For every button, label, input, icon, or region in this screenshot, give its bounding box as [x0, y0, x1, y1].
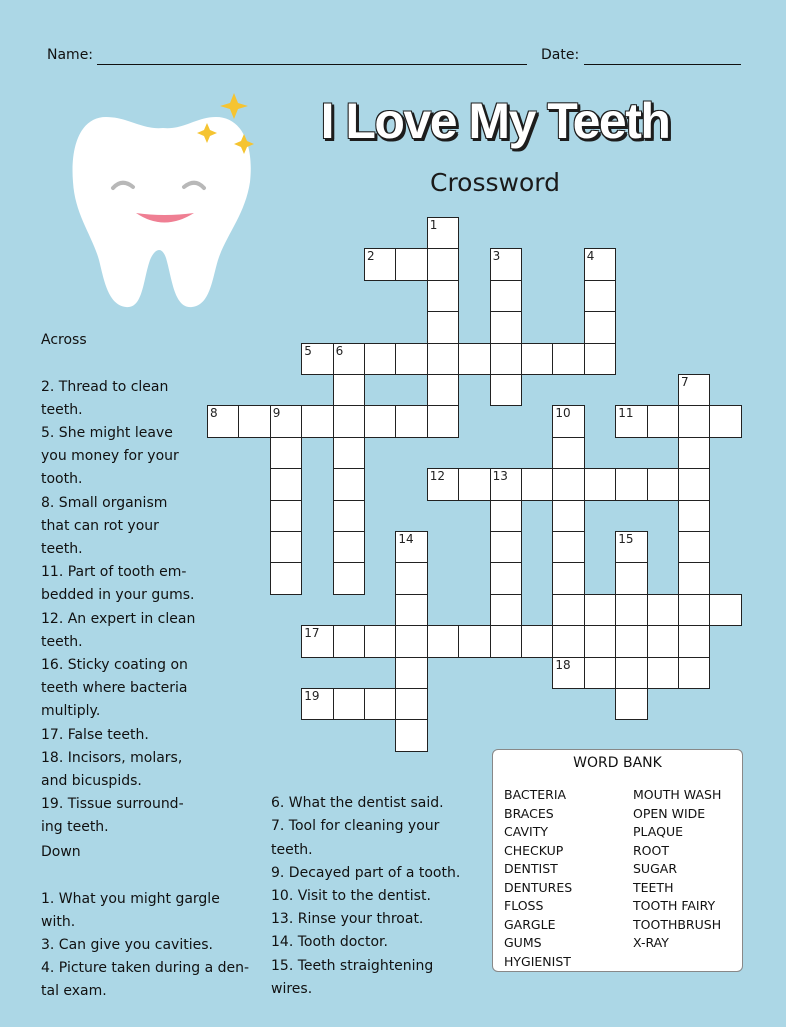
crossword-cell[interactable] [521, 343, 553, 375]
crossword-cell[interactable] [678, 468, 710, 500]
crossword-cell[interactable] [490, 280, 522, 312]
clue-number: 12 [429, 469, 446, 484]
crossword-cell[interactable] [395, 719, 427, 751]
crossword-cell[interactable] [333, 437, 365, 469]
word-bank-word: CHECKUP [504, 842, 564, 858]
word-bank-word: FLOSS [504, 898, 544, 913]
crossword-cell[interactable] [395, 594, 427, 626]
crossword-cell[interactable] [238, 405, 270, 437]
crossword-cell[interactable] [458, 625, 490, 657]
crossword-cell[interactable] [427, 248, 459, 280]
word-bank-title: WORD BANK [573, 755, 662, 771]
crossword-cell[interactable] [207, 405, 239, 437]
crossword-cell[interactable] [552, 405, 584, 437]
crossword-cell[interactable] [709, 594, 741, 626]
crossword-cell[interactable] [552, 562, 584, 594]
crossword-cell[interactable] [427, 468, 459, 500]
crossword-cell[interactable] [490, 311, 522, 343]
crossword-cell[interactable] [364, 248, 396, 280]
crossword-cell[interactable] [584, 594, 616, 626]
date-label: Date: [541, 47, 580, 63]
word-bank-word: MOUTH WASH [633, 787, 722, 802]
crossword-cell[interactable] [333, 468, 365, 500]
crossword-cell[interactable] [270, 437, 302, 469]
crossword-cell[interactable] [490, 625, 522, 657]
crossword-cell[interactable] [395, 248, 427, 280]
crossword-cell[interactable] [584, 625, 616, 657]
crossword-cell[interactable] [427, 280, 459, 312]
crossword-cell[interactable] [615, 657, 647, 689]
crossword-cell[interactable] [615, 688, 647, 720]
crossword-cell[interactable] [552, 657, 584, 689]
word-bank-word: TEETH [633, 879, 674, 895]
crossword-cell[interactable] [552, 625, 584, 657]
crossword-cell[interactable] [395, 405, 427, 437]
crossword-cell[interactable] [458, 468, 490, 500]
crossword-cell[interactable] [490, 343, 522, 375]
crossword-cell[interactable] [615, 531, 647, 563]
clue-number: 11 [618, 406, 634, 421]
crossword-cell[interactable] [270, 405, 302, 437]
crossword-cell[interactable] [333, 500, 365, 532]
clue-number: 18 [555, 657, 571, 672]
word-bank-word: BRACES [504, 805, 554, 821]
page-subtitle: Crossword [430, 168, 560, 197]
crossword-cell[interactable] [647, 405, 679, 437]
crossword-cell[interactable] [333, 374, 365, 406]
crossword-cell[interactable] [490, 374, 522, 406]
crossword-cell[interactable] [584, 311, 616, 343]
clue-number: 19 [304, 689, 320, 703]
crossword-cell[interactable] [615, 625, 647, 657]
crossword-cell[interactable] [458, 343, 490, 375]
crossword-cell[interactable] [395, 625, 427, 657]
word-bank-word: DENTIST [504, 861, 558, 876]
crossword-cell[interactable] [427, 374, 459, 406]
clue-number: 3 [492, 249, 501, 264]
crossword-cell[interactable] [615, 405, 647, 437]
crossword-cell[interactable] [615, 562, 647, 594]
clue-number: 15 [618, 532, 634, 546]
crossword-cell[interactable] [301, 688, 333, 720]
across-list: 2. Thread to clean teeth. 5. She might leave you money for your tooth. 8. Small organism that can rot your teeth. 11. Part of tooth em- bedded in your gums. 12. An expert in clean teeth. 16. Sticky coating on teeth where bacteria multiply. 17. False teeth. 18. Incisors, molars, and bicuspids. 19. Tissue surround- ing teeth. [41, 378, 196, 836]
crossword-cell[interactable] [678, 625, 710, 657]
crossword-cell[interactable] [552, 343, 584, 375]
crossword-cell[interactable] [395, 531, 427, 563]
word-bank-word: TOOTH FAIRY [633, 898, 716, 913]
crossword-cell[interactable] [490, 248, 522, 280]
crossword-cell[interactable] [521, 625, 553, 657]
crossword-cell[interactable] [678, 562, 710, 594]
down-heading: Down [41, 844, 81, 861]
crossword-cell[interactable] [270, 562, 302, 594]
crossword-cell[interactable] [395, 657, 427, 689]
date-line[interactable] [584, 64, 741, 65]
crossword-cell[interactable] [521, 468, 553, 500]
crossword-cell[interactable] [552, 531, 584, 563]
name-label: Name: [47, 47, 94, 63]
crossword-cell[interactable] [584, 248, 616, 280]
crossword-cell[interactable] [427, 405, 459, 437]
clue-number: 1 [429, 218, 438, 232]
word-bank-left-column [504, 786, 572, 971]
down-clues-left [41, 818, 249, 1027]
crossword-cell[interactable] [584, 343, 616, 375]
word-bank-word: HYGIENIST [504, 953, 571, 969]
crossword-cell[interactable] [490, 500, 522, 532]
word-bank-word: BACTERIA [504, 787, 567, 802]
crossword-cell[interactable] [301, 405, 333, 437]
across-clues [41, 306, 195, 863]
clue-number: 13 [492, 469, 508, 484]
tooth-icon [73, 117, 251, 307]
crossword-cell[interactable] [552, 500, 584, 532]
crossword-cell[interactable] [301, 343, 333, 375]
page-title: I Love My Teeth [320, 93, 670, 149]
crossword-cell[interactable] [584, 468, 616, 500]
crossword-cell[interactable] [678, 657, 710, 689]
crossword-cell[interactable] [395, 688, 427, 720]
crossword-cell[interactable] [490, 594, 522, 626]
word-bank [492, 749, 743, 972]
name-line[interactable] [97, 64, 527, 65]
crossword-cell[interactable] [301, 625, 333, 657]
crossword-cell[interactable] [490, 562, 522, 594]
crossword-cell[interactable] [584, 280, 616, 312]
crossword-cell[interactable] [678, 594, 710, 626]
clue-number: 9 [272, 406, 281, 421]
crossword-cell[interactable] [333, 405, 365, 437]
crossword-cell[interactable] [364, 343, 396, 375]
down-list-left: 1. What you might gargle with. 3. Can give you cavities. 4. Picture taken during a den- tal exam. [41, 890, 250, 1000]
crossword-cell[interactable] [333, 343, 365, 375]
word-bank-word: X-RAY [633, 935, 669, 950]
clue-number: 14 [398, 532, 414, 546]
clue-number: 7 [681, 375, 689, 389]
word-bank-word: TOOTHBRUSH [633, 916, 722, 932]
crossword-cell[interactable] [364, 405, 396, 437]
clue-number: 4 [586, 249, 595, 264]
crossword-cell[interactable] [270, 468, 302, 500]
clue-number: 2 [367, 249, 375, 264]
crossword-cell[interactable] [427, 217, 459, 249]
crossword-cell[interactable] [364, 688, 396, 720]
down-clues-right [271, 769, 460, 1024]
crossword-cell[interactable] [333, 625, 365, 657]
crossword-cell[interactable] [427, 625, 459, 657]
crossword-cell[interactable] [678, 500, 710, 532]
crossword-cell[interactable] [615, 468, 647, 500]
word-bank-word: CAVITY [504, 824, 548, 839]
crossword-cell[interactable] [270, 531, 302, 563]
crossword-cell[interactable] [270, 500, 302, 532]
word-bank-word: PLAQUE [633, 824, 684, 839]
crossword-cell[interactable] [552, 594, 584, 626]
down-list-right: 6. What the dentist said. 7. Tool for cleaning your teeth. 9. Decayed part of a tooth. 10. Visit to the dentist. 13. Rinse your throat. 14. Tooth doctor. 15. Teeth straightening wires. [271, 795, 461, 997]
word-bank-word: GUMS [504, 935, 542, 950]
word-bank-word: DENTURES [504, 879, 573, 895]
clue-number: 6 [335, 343, 344, 358]
word-bank-word: OPEN WIDE [633, 805, 706, 821]
word-bank-word: SUGAR [633, 861, 678, 876]
crossword-cell[interactable] [678, 374, 710, 406]
crossword-cell[interactable] [552, 437, 584, 469]
crossword-cell[interactable] [584, 657, 616, 689]
crossword-cell[interactable] [395, 562, 427, 594]
crossword-cell[interactable] [615, 594, 647, 626]
crossword-cell[interactable] [427, 343, 459, 375]
crossword-cell[interactable] [647, 657, 679, 689]
crossword-cell[interactable] [647, 594, 679, 626]
crossword-cell[interactable] [678, 531, 710, 563]
crossword-cell[interactable] [364, 625, 396, 657]
clue-number: 10 [555, 406, 571, 421]
crossword-cell[interactable] [647, 625, 679, 657]
crossword-cell[interactable] [333, 562, 365, 594]
crossword-cell[interactable] [333, 688, 365, 720]
clue-number: 17 [304, 626, 320, 641]
crossword-cell[interactable] [490, 468, 522, 500]
across-heading: Across [41, 332, 87, 349]
crossword-cell[interactable] [678, 405, 710, 437]
word-bank-word: GARGLE [504, 916, 556, 932]
crossword-cell[interactable] [647, 468, 679, 500]
tooth-illustration [66, 90, 266, 310]
word-bank-right-column [633, 786, 721, 953]
clue-number: 5 [304, 343, 312, 358]
crossword-cell[interactable] [552, 468, 584, 500]
crossword-cell[interactable] [395, 343, 427, 375]
crossword-cell[interactable] [709, 405, 741, 437]
crossword-cell[interactable] [333, 531, 365, 563]
clue-number: 8 [210, 406, 218, 421]
crossword-cell[interactable] [490, 531, 522, 563]
crossword-cell[interactable] [427, 311, 459, 343]
word-bank-word: ROOT [633, 842, 669, 858]
crossword-cell[interactable] [678, 437, 710, 469]
